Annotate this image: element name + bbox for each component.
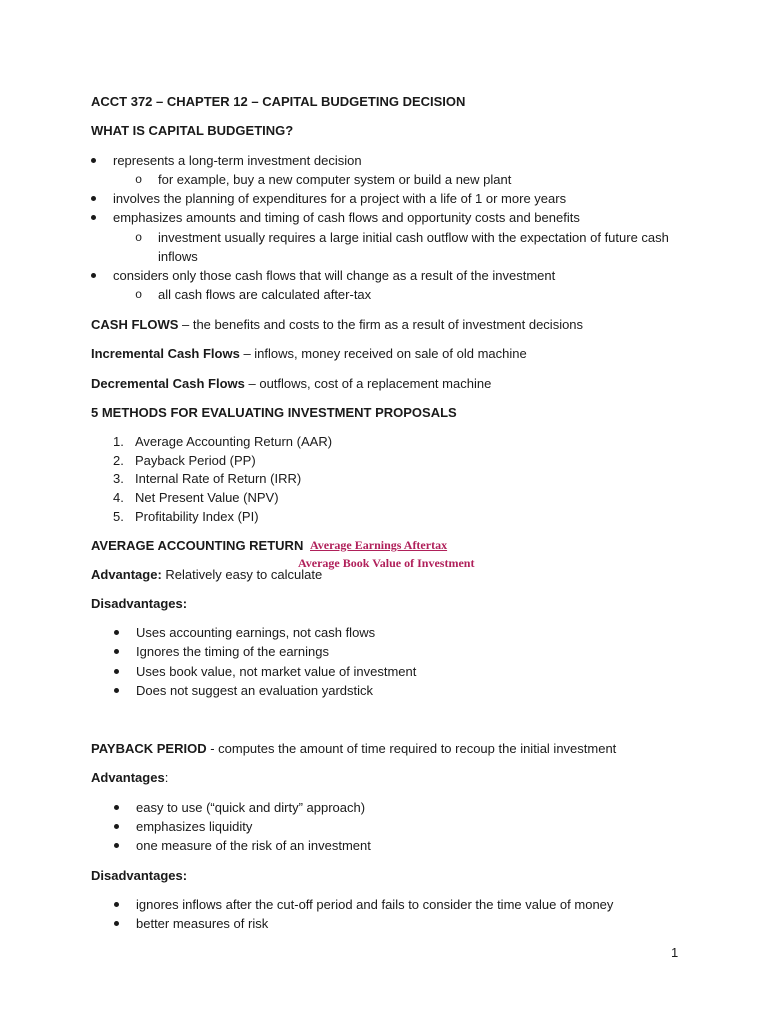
aar-heading: AVERAGE ACCOUNTING RETURN — [91, 538, 304, 553]
bullet-icon — [114, 843, 119, 848]
cash-flows-definition — [91, 317, 583, 333]
list-item: one measure of the risk of an investment — [136, 838, 371, 853]
list-item: considers only those cash flows that will change as a result of the investment — [113, 268, 556, 283]
definition: – inflows, money received on sale of old machine — [239, 346, 527, 361]
method-text: Average Accounting Return (AAR) — [135, 434, 333, 449]
payback-advantages-label — [91, 770, 168, 786]
method-text: Internal Rate of Return (IRR) — [135, 471, 302, 486]
list-item: Uses accounting earnings, not cash flows — [136, 625, 376, 640]
term: CASH FLOWS — [91, 317, 179, 332]
method-text: Net Present Value (NPV) — [135, 490, 279, 505]
advantage-label: Advantage: — [91, 567, 162, 582]
decremental-definition — [91, 376, 491, 392]
bullet-icon — [114, 921, 119, 926]
bullet-icon — [91, 273, 96, 278]
definition: - computes the amount of time required to recoup the initial investment — [206, 741, 617, 756]
definition: – outflows, cost of a replacement machine — [244, 376, 492, 391]
list-item: involves the planning of expenditures for a project with a life of 1 or more years — [113, 191, 567, 206]
payback-disadvantages-label: Disadvantages: — [91, 868, 188, 883]
bullet-icon — [114, 805, 119, 810]
sub-bullet-icon: o — [135, 231, 143, 245]
list-item: Does not suggest an evaluation yardstick — [136, 683, 374, 698]
list-item: inflows — [158, 249, 198, 264]
advantage-text: Relatively easy to calculate — [161, 567, 323, 582]
bullet-icon — [114, 649, 119, 654]
advantages-label: Advantages — [91, 770, 165, 785]
method-text: Payback Period (PP) — [135, 453, 256, 468]
definition: – the benefits and costs to the firm as a result of investment decisions — [178, 317, 584, 332]
bullet-icon — [91, 215, 96, 220]
bullet-icon — [114, 688, 119, 693]
list-item: all cash flows are calculated after-tax — [158, 287, 372, 302]
term: PAYBACK PERIOD — [91, 741, 207, 756]
sub-bullet-icon: o — [135, 288, 143, 302]
list-item: emphasizes liquidity — [136, 819, 253, 834]
aar-advantage — [91, 567, 322, 583]
list-item: investment usually requires a large initial cash outflow with the expectation of future cash — [158, 230, 669, 245]
list-item: ignores inflows after the cut-off period and fails to consider the time value of money — [136, 897, 614, 912]
term: Incremental Cash Flows — [91, 346, 240, 361]
method-text: Profitability Index (PI) — [135, 509, 259, 524]
what-heading: WHAT IS CAPITAL BUDGETING? — [91, 123, 294, 138]
method-number: 3. — [113, 471, 124, 486]
list-item: Ignores the timing of the earnings — [136, 644, 329, 659]
list-item: easy to use (“quick and dirty” approach) — [136, 800, 366, 815]
method-number: 1. — [113, 434, 124, 449]
list-item: represents a long-term investment decision — [113, 153, 362, 168]
term: Decremental Cash Flows — [91, 376, 245, 391]
bullet-icon — [91, 196, 96, 201]
list-item: Uses book value, not market value of investment — [136, 664, 417, 679]
list-item: for example, buy a new computer system or build a new plant — [158, 172, 512, 187]
formula-denominator: Average Book Value of Investment — [298, 556, 475, 570]
page-number: 1 — [671, 945, 679, 960]
list-item: emphasizes amounts and timing of cash flows and opportunity costs and benefits — [113, 210, 580, 225]
advantages-colon: : — [164, 770, 169, 785]
formula-numerator: Average Earnings Aftertax — [310, 538, 448, 552]
bullet-icon — [114, 824, 119, 829]
bullet-icon — [91, 158, 96, 163]
bullet-icon — [114, 669, 119, 674]
incremental-definition — [91, 346, 527, 362]
sub-bullet-icon: o — [135, 173, 143, 187]
aar-disadvantages-label: Disadvantages: — [91, 596, 188, 611]
method-number: 5. — [113, 509, 124, 524]
bullet-icon — [114, 902, 119, 907]
list-item: better measures of risk — [136, 916, 269, 931]
methods-heading: 5 METHODS FOR EVALUATING INVESTMENT PROPOSALS — [91, 405, 457, 420]
bullet-icon — [114, 630, 119, 635]
payback-definition — [91, 741, 616, 757]
method-number: 2. — [113, 453, 124, 468]
document-title: ACCT 372 – CHAPTER 12 – CAPITAL BUDGETING DECISION — [91, 94, 466, 109]
method-number: 4. — [113, 490, 124, 505]
